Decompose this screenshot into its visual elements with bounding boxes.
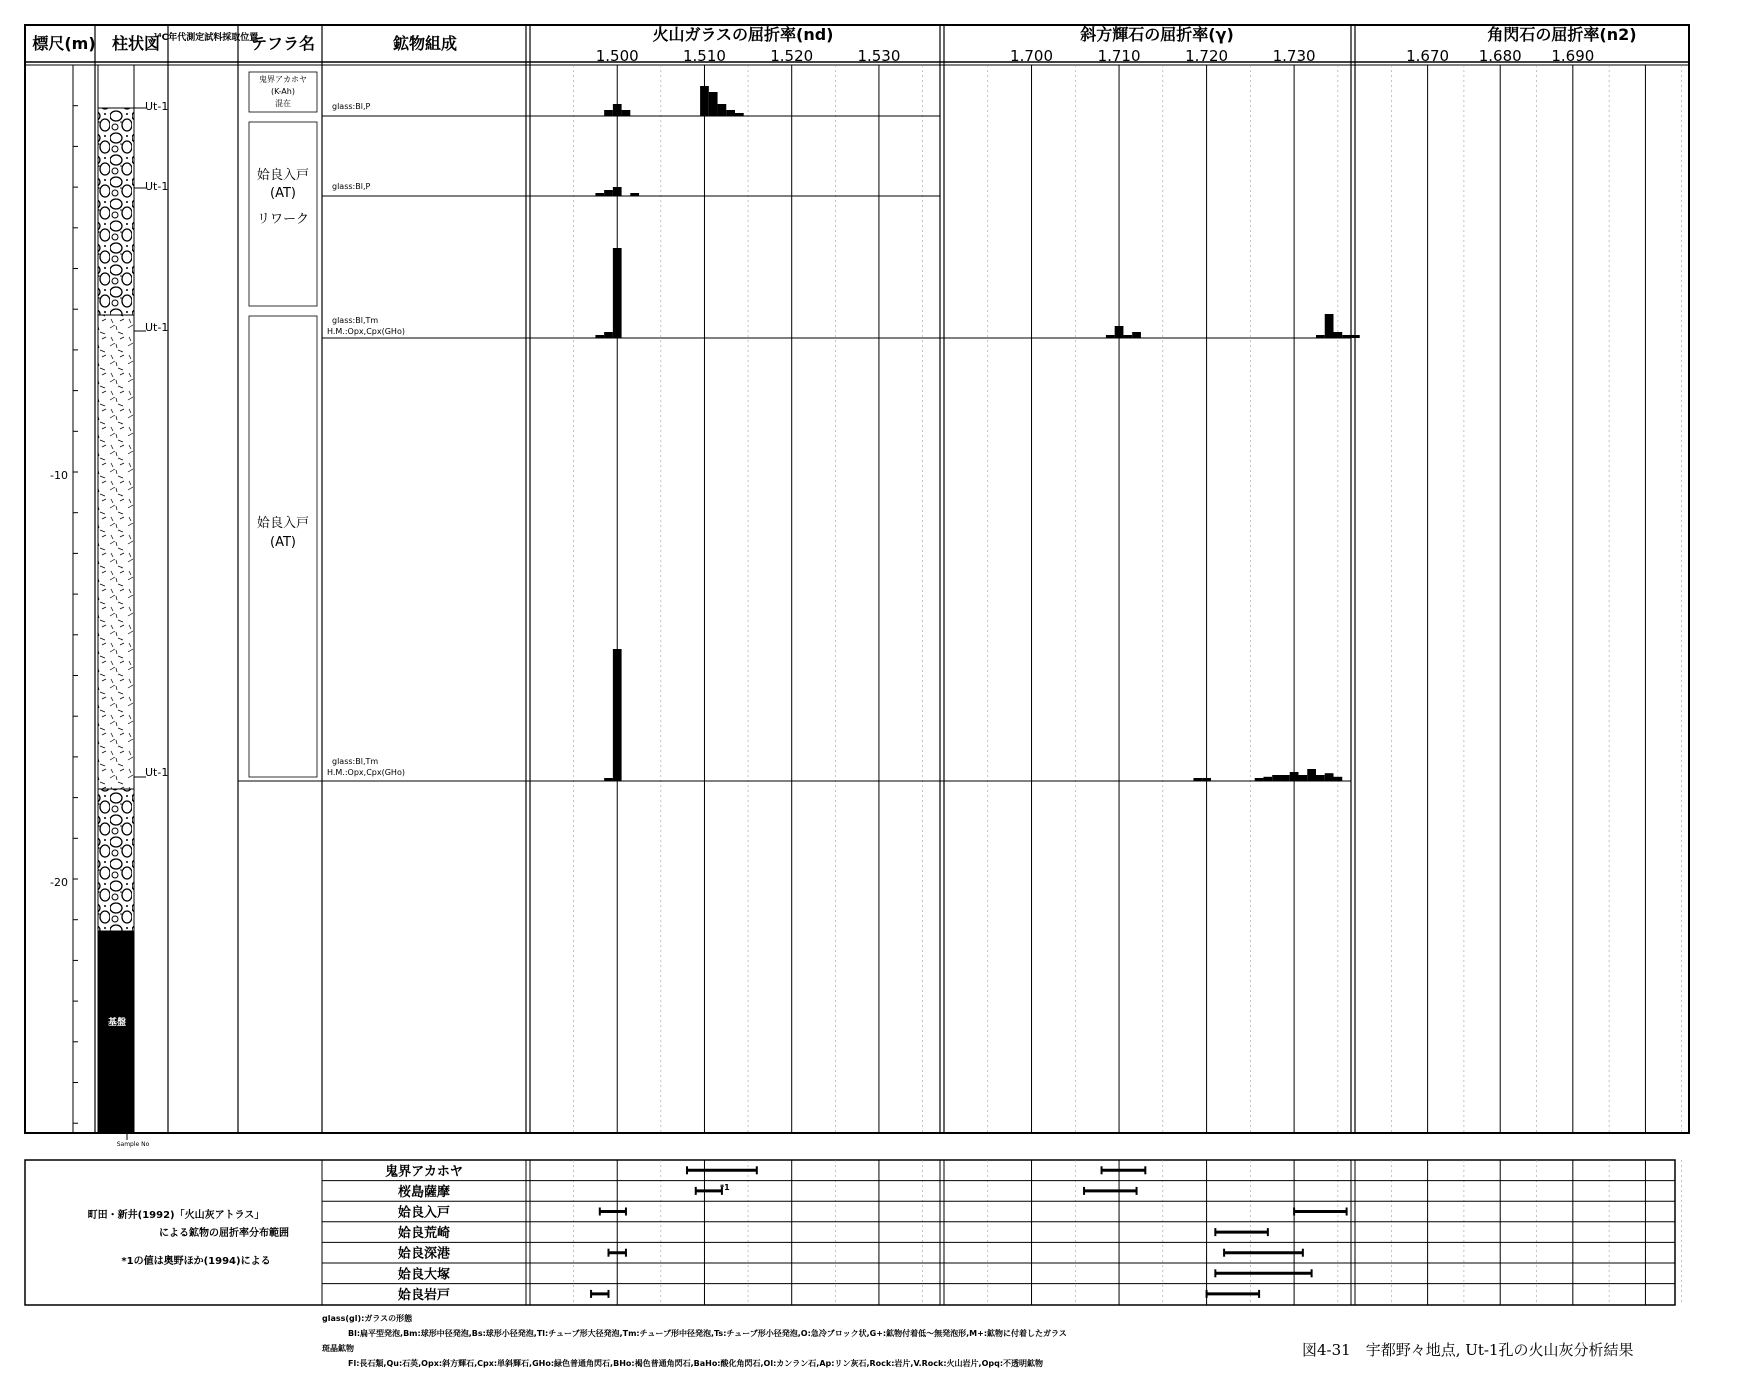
mineral-s4b: H.M.:Opx,Cpx(GHo) <box>327 768 405 777</box>
legend-line-4: Fl:長石類,Qu:石英,Opx:斜方輝石,Cpx:単斜輝石,GHo:緑色普通角閃石,BHo:褐色普通角閃石,BaHo:酸化角閃石,Ol:カンラン石,Ap:リン灰石,Rock:岩片,V.Rock:火山岩片,Opq:不透明鉱物 <box>348 1359 1044 1368</box>
opx-bar <box>1307 769 1316 781</box>
hbl-tick-label: 1.680 <box>1478 47 1522 65</box>
opx-bar <box>1342 335 1351 338</box>
mineral-s2: glass:Bl,P <box>332 182 371 191</box>
header-tephra: テフラ名 <box>250 34 316 53</box>
figure-caption: 図4-31 宇都野々地点, Ut-1孔の火山灰分析結果 <box>1302 1341 1634 1359</box>
opx-bar <box>1325 314 1334 338</box>
bedrock-label: 基盤 <box>107 1018 127 1028</box>
opx-bar <box>1193 778 1202 781</box>
reference-note: *1の値は奥野ほか(1994)による <box>121 1256 271 1267</box>
opx-bar <box>1115 326 1124 338</box>
glass-bar <box>630 193 639 196</box>
glass-tick-label: 1.500 <box>595 47 639 65</box>
opx-bar <box>1123 335 1132 338</box>
glass-bar <box>595 335 604 338</box>
glass-bar <box>735 113 744 116</box>
glass-bar <box>726 110 735 116</box>
glass-bar <box>613 187 622 196</box>
glass-bar <box>604 332 613 338</box>
glass-tick-label: 1.510 <box>682 47 726 65</box>
reference-asterisk: *1 <box>720 1183 730 1192</box>
header-row <box>32 25 1636 53</box>
opx-bar <box>1255 778 1264 781</box>
opx-tick-label: 1.700 <box>1010 47 1054 65</box>
sample-label-1: Ut-1 <box>145 100 169 113</box>
mineral-s1: glass:Bl,P <box>332 102 371 111</box>
opx-bar <box>1351 335 1360 338</box>
legend-line-3: 斑晶鉱物 <box>322 1344 354 1353</box>
depth-label-10: -10 <box>50 469 68 482</box>
header-hbl-title: 角閃石の屈折率(n2) <box>1487 25 1637 44</box>
glass-bar <box>613 248 622 338</box>
tephra-kah-2: (K-Ah) <box>271 87 295 96</box>
tephra-at1-2: (AT) <box>270 186 296 201</box>
depth-scale <box>50 65 78 1133</box>
mineral-s3b: H.M.:Opx,Cpx(GHo) <box>327 327 405 336</box>
bedrock-layer <box>98 931 134 1133</box>
legend <box>322 1313 1067 1368</box>
opx-bar <box>1316 775 1325 781</box>
glass-tick-label: 1.530 <box>857 47 901 65</box>
sample-label-4: Ut-1 <box>145 766 169 779</box>
tephra-at1-3: リワーク <box>256 212 310 227</box>
reference-source-2: による鉱物の屈折率分布範囲 <box>159 1228 289 1239</box>
opx-bar <box>1325 773 1334 781</box>
mineral-s3a: glass:Bl,Tm <box>332 316 379 325</box>
glass-bar <box>604 190 613 196</box>
opx-bar <box>1316 335 1325 338</box>
glass-bar <box>622 110 631 116</box>
sample-lines <box>238 116 1351 781</box>
stratigraphic-column <box>98 65 168 1148</box>
legend-line-1: glass(gl):ガラスの形態 <box>322 1314 413 1323</box>
grid-lines <box>574 65 1682 1133</box>
opx-bar <box>1281 775 1290 781</box>
opx-bar <box>1298 775 1307 781</box>
tephra-kah-3: 混在 <box>275 99 291 108</box>
tephra-at1-1: 姶良入戸 <box>256 168 310 183</box>
reference-tephra-name: 姶良荒崎 <box>397 1226 451 1242</box>
tephra-at2-2: (AT) <box>270 535 296 550</box>
reference-tephra-name: 姶良岩戸 <box>397 1287 451 1303</box>
header-glass-title: 火山ガラスの屈折率(nd) <box>652 25 834 44</box>
opx-bar <box>1290 772 1299 781</box>
glass-bar <box>709 92 718 116</box>
header-column: 柱状図 <box>111 34 161 53</box>
sample-no-label: Sample No <box>116 1141 150 1148</box>
glass-bar <box>613 649 622 781</box>
sample-label-3: Ut-1 <box>145 321 169 334</box>
opx-tick-label: 1.730 <box>1272 47 1316 65</box>
glass-bar <box>613 104 622 116</box>
histogram-bars <box>595 86 1359 781</box>
mineral-s4a: glass:Bl,Tm <box>332 757 379 766</box>
header-c14: ¹⁴C年代測定試料採取位置 <box>153 33 259 43</box>
header-opx-title: 斜方輝石の屈折率(γ) <box>1080 25 1234 44</box>
mineral-composition <box>327 102 405 777</box>
glass-bar <box>700 86 709 116</box>
opx-bar <box>1106 335 1115 338</box>
reference-rows <box>322 1163 1675 1303</box>
legend-line-2: Bl:扁平型発泡,Bm:球形中径発泡,Bs:球形小径発泡,Tl:チューブ形大径発泡,Tm:チューブ形中径発泡,Ts:チューブ形小径発泡,O:急冷ブロック状,G+:鉱物付着低〜無発泡形,M+:鉱物に付着したガラス <box>348 1329 1067 1338</box>
hbl-tick-label: 1.670 <box>1406 47 1450 65</box>
opx-bar <box>1202 778 1211 781</box>
reference-tephra-name: 桜島薩摩 <box>397 1184 451 1200</box>
opx-bar <box>1333 777 1342 781</box>
header-mineral: 鉱物組成 <box>392 34 458 53</box>
reference-tephra-name: 姶良大塚 <box>397 1267 451 1283</box>
glass-bar <box>595 193 604 196</box>
glass-bar <box>604 778 613 781</box>
sample-label-2: Ut-1 <box>145 180 169 193</box>
depth-label-20: -20 <box>50 876 68 889</box>
opx-tick-label: 1.710 <box>1097 47 1141 65</box>
reference-tephra-name: 鬼界アカホヤ <box>385 1164 463 1180</box>
glass-bar <box>718 104 727 116</box>
glass-bar <box>604 110 613 116</box>
opx-bar <box>1272 775 1281 781</box>
opx-bar <box>1263 777 1272 781</box>
reference-tephra-name: 姶良深港 <box>397 1246 451 1262</box>
opx-bar <box>1333 332 1342 338</box>
tephra-names <box>249 72 317 777</box>
glass-tick-label: 1.520 <box>770 47 814 65</box>
reference-tephra-name: 姶良入戸 <box>397 1205 451 1221</box>
header-scale: 標尺(m) <box>32 34 96 53</box>
tephra-at2-1: 姶良入戸 <box>256 516 310 531</box>
opx-tick-label: 1.720 <box>1185 47 1229 65</box>
opx-bar <box>1132 332 1141 338</box>
hbl-tick-label: 1.690 <box>1551 47 1595 65</box>
reference-source-1: 町田・新井(1992)「火山灰アトラス」 <box>87 1210 265 1221</box>
tephra-kah-1: 鬼界アカホヤ <box>259 75 307 84</box>
